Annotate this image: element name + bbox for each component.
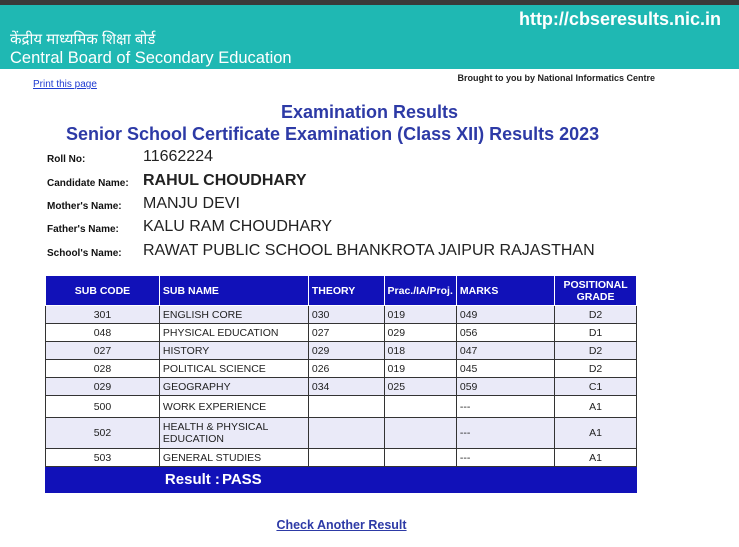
candidate-name-label: Candidate Name: — [47, 178, 129, 189]
table-row — [46, 306, 637, 324]
theory-cell — [308, 418, 384, 449]
prac-cell: 018 — [384, 342, 456, 360]
result-row — [46, 467, 637, 493]
theory-cell: 034 — [308, 378, 384, 396]
mother-name-label: Mother's Name: — [47, 201, 122, 212]
marks-cell: 047 — [456, 342, 554, 360]
table-row — [46, 378, 637, 396]
school-name-value: RAWAT PUBLIC SCHOOL BHANKROTA JAIPUR RAJASTHAN — [143, 242, 595, 259]
grade-cell: A1 — [555, 396, 637, 418]
prac-cell: 029 — [384, 324, 456, 342]
grade-cell: C1 — [555, 378, 637, 396]
sub-code-cell: 028 — [46, 360, 160, 378]
grade-cell: D2 — [555, 360, 637, 378]
sub-code-cell: 502 — [46, 418, 160, 449]
result-spacer-cell — [46, 467, 160, 493]
grade-cell: D1 — [555, 324, 637, 342]
school-name-label: School's Name: — [47, 248, 122, 259]
marks-cell: 056 — [456, 324, 554, 342]
candidate-name-value: RAHUL CHOUDHARY — [143, 172, 307, 189]
prac-cell — [384, 418, 456, 449]
site-header — [0, 5, 739, 69]
grade-cell: A1 — [555, 449, 637, 467]
header-positional-grade: POSITIONAL GRADE — [555, 276, 637, 306]
sub-code-cell: 500 — [46, 396, 160, 418]
page-subtitle: Senior School Certificate Examination (Class XII) Results 2023 — [66, 124, 600, 144]
prac-cell — [384, 449, 456, 467]
theory-cell — [308, 449, 384, 467]
sub-name-cell: WORK EXPERIENCE — [159, 396, 308, 418]
sub-code-cell: 027 — [46, 342, 160, 360]
sub-code-cell: 029 — [46, 378, 160, 396]
print-page-link[interactable]: Print this page — [33, 79, 97, 90]
site-url: http://cbseresults.nic.in — [518, 9, 721, 29]
prac-cell: 019 — [384, 360, 456, 378]
theory-cell: 030 — [308, 306, 384, 324]
theory-cell — [308, 396, 384, 418]
table-row — [46, 449, 637, 467]
result-label: Result : — [164, 471, 220, 488]
header-marks: MARKS — [456, 276, 554, 306]
marks-cell: --- — [456, 418, 554, 449]
theory-cell: 027 — [308, 324, 384, 342]
sub-name-cell: GENERAL STUDIES — [159, 449, 308, 467]
sub-name-cell: GEOGRAPHY — [159, 378, 308, 396]
header-sub-name: SUB NAME — [159, 276, 308, 306]
result-value: PASS — [221, 471, 262, 488]
marks-cell: 049 — [456, 306, 554, 324]
sub-name-cell: POLITICAL SCIENCE — [159, 360, 308, 378]
header-theory: THEORY — [308, 276, 384, 306]
sub-name-cell: PHYSICAL EDUCATION — [159, 324, 308, 342]
page-title: Examination Results — [280, 102, 459, 122]
marks-cell: --- — [456, 396, 554, 418]
table-row — [46, 396, 637, 418]
brought-by-text: Brought to you by National Informatics Centre — [457, 73, 655, 83]
prac-cell: 019 — [384, 306, 456, 324]
sub-code-cell: 048 — [46, 324, 160, 342]
result-cell — [159, 467, 636, 493]
roll-value: 11662224 — [143, 148, 213, 165]
marks-table-header — [46, 276, 637, 306]
father-name-label: Father's Name: — [47, 224, 119, 235]
roll-label: Roll No: — [47, 154, 86, 165]
prac-cell: 025 — [384, 378, 456, 396]
sub-code-cell: 503 — [46, 449, 160, 467]
check-another-result-link[interactable]: Check Another Result — [276, 518, 407, 532]
sub-name-cell: HISTORY — [159, 342, 308, 360]
mother-name-value: MANJU DEVI — [143, 195, 240, 212]
header-prac: Prac./IA/Proj. — [384, 276, 456, 306]
father-name-value: KALU RAM CHOUDHARY — [143, 218, 333, 235]
marks-cell: --- — [456, 449, 554, 467]
marks-cell: 059 — [456, 378, 554, 396]
org-name-hindi: केंद्रीय माध्यमिक शिक्षा बोर्ड — [10, 31, 156, 48]
theory-cell: 026 — [308, 360, 384, 378]
header-sub-code: SUB CODE — [46, 276, 160, 306]
marks-cell: 045 — [456, 360, 554, 378]
grade-cell: D2 — [555, 342, 637, 360]
org-name-english: Central Board of Secondary Education — [10, 49, 292, 67]
table-row — [46, 360, 637, 378]
marks-table — [45, 275, 637, 493]
sub-name-cell: HEALTH & PHYSICAL EDUCATION — [159, 418, 308, 449]
sub-code-cell: 301 — [46, 306, 160, 324]
table-row — [46, 324, 637, 342]
grade-cell: A1 — [555, 418, 637, 449]
theory-cell: 029 — [308, 342, 384, 360]
grade-cell: D2 — [555, 306, 637, 324]
table-row — [46, 418, 637, 449]
table-row — [46, 342, 637, 360]
prac-cell — [384, 396, 456, 418]
sub-name-cell: ENGLISH CORE — [159, 306, 308, 324]
